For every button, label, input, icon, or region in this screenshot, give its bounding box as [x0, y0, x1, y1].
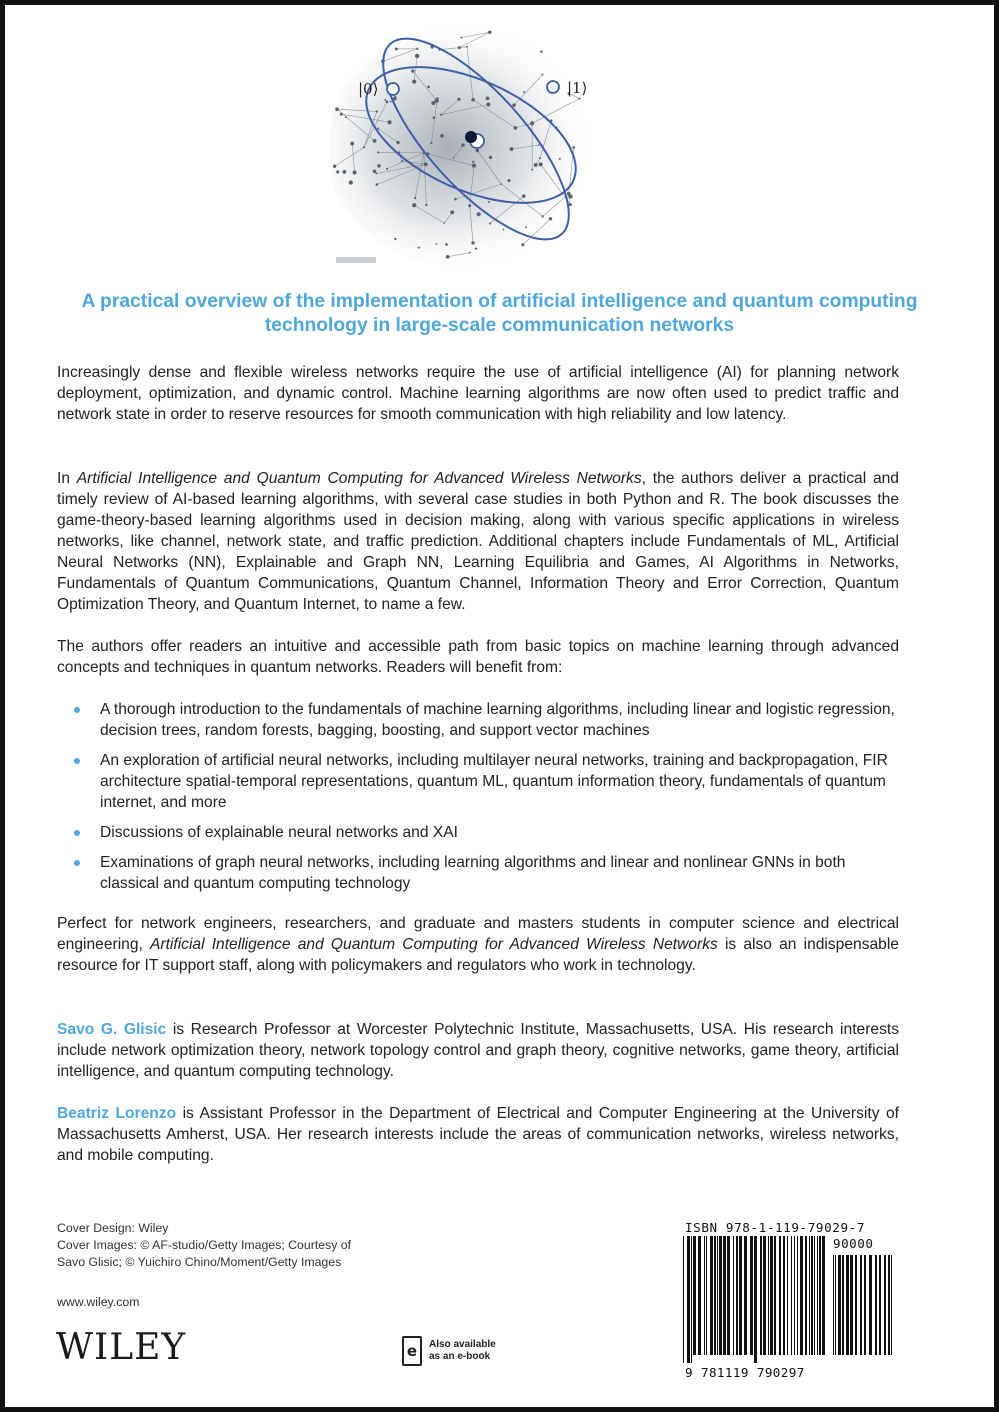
network-node [335, 107, 339, 111]
network-node [539, 162, 543, 166]
network-node [450, 210, 454, 214]
barcode-bar [800, 1236, 803, 1355]
barcode-bar [814, 1236, 815, 1355]
barcode-bar [774, 1236, 776, 1355]
barcode-bar [838, 1255, 841, 1355]
network-node [363, 146, 365, 148]
isbn-barcode [683, 1236, 827, 1363]
barcode-bar [706, 1236, 707, 1355]
description-paragraph-2 [57, 468, 899, 615]
list-item-text: An exploration of artificial neural networks, including multilayer neural networks, training and backpropagation, FIR architecture spatial-temporal representations, quantum ML, quantum information theory, fundamentals of quantum internet, and more [100, 752, 888, 811]
list-item [57, 750, 899, 813]
barcode-bar [787, 1236, 788, 1355]
network-node [542, 74, 544, 76]
network-node [396, 141, 399, 144]
list-item [57, 852, 899, 894]
network-node [540, 51, 543, 54]
network-node [486, 102, 490, 106]
ebook-badge [402, 1336, 496, 1366]
network-node [436, 97, 439, 100]
barcode-bar [794, 1236, 795, 1355]
barcode-bar [833, 1255, 834, 1355]
book-title-italic: Artificial Intelligence and Quantum Computing for Advanced Wireless Networks [149, 936, 718, 953]
network-node [549, 217, 552, 220]
paragraph-rest: is also an indispensable resource for IT support staff, along with policymakers and regulators who work in technology. [57, 936, 899, 974]
barcode-bar [879, 1255, 881, 1355]
network-node [433, 116, 436, 119]
barcode-bar [687, 1236, 690, 1363]
network-node [445, 243, 448, 246]
barcode-bar [811, 1236, 813, 1355]
network-node [345, 116, 347, 118]
author-bio-2 [57, 1103, 899, 1166]
credit-line: Savo Glisic; © Yuichiro Chino/Moment/Getty Images [57, 1255, 342, 1269]
network-node [539, 157, 541, 159]
network-node [453, 157, 455, 159]
barcode-bar [817, 1236, 818, 1355]
network-node [542, 215, 544, 217]
network-node [472, 161, 474, 163]
publisher-url[interactable]: www.wiley.com [57, 1295, 140, 1309]
network-node [395, 48, 398, 51]
network-node [377, 151, 379, 153]
network-node [488, 31, 491, 34]
list-item-text: Examinations of graph neural networks, including learning algorithms and linear and nonlinear GNNs in both classical and quantum computing technology [100, 854, 846, 892]
quantum-network-illustration [331, 7, 623, 269]
barcode-bar [783, 1236, 785, 1355]
barcode-bar [855, 1255, 857, 1355]
bullet-dot-icon [74, 860, 80, 866]
network-node [513, 126, 517, 130]
network-node [489, 222, 491, 224]
description-paragraph-1: Increasingly dense and flexible wireless networks require the use of artificial intelligence (AI) for planning network deployment, optimization, and dynamic control. Machine learning algorithms are now often used to predict traffic and network state in order to reserve resources for smooth communication with high reliability and low latency. [57, 364, 899, 423]
ket-one-label: |1⟩ [567, 79, 588, 97]
bullet-dot-icon [74, 758, 80, 764]
network-node [336, 170, 339, 173]
barcode-bar [869, 1255, 872, 1355]
barcode-bar [888, 1255, 890, 1355]
network-node [489, 156, 492, 159]
network-node [472, 163, 476, 167]
barcode-bar [750, 1236, 753, 1355]
network-node [476, 149, 480, 153]
network-node [373, 139, 377, 143]
barcode-bar [727, 1236, 730, 1355]
barcode-bar [891, 1255, 892, 1355]
barcode-bar [763, 1236, 766, 1355]
barcode-bar [770, 1236, 773, 1355]
cover-credits [57, 1220, 417, 1271]
network-node [436, 243, 438, 245]
author-bio-text: is Assistant Professor in the Department of Electrical and Computer Engineering at the University of Massachusetts Amherst, USA. Her research interests include the areas of communication networks, wireless networks, and mobile computing. [57, 1105, 899, 1164]
barcode-bar [850, 1255, 853, 1355]
list-item [57, 822, 899, 843]
network-node [488, 201, 490, 203]
network-node [507, 179, 510, 182]
network-node [534, 163, 538, 167]
barcode-bar [693, 1236, 696, 1355]
barcode-bar [822, 1236, 825, 1355]
barcode-bar [842, 1255, 844, 1355]
author-name: Beatriz Lorenzo [57, 1105, 177, 1122]
credit-line: Cover Design: Wiley [57, 1221, 169, 1235]
network-node [412, 80, 416, 84]
network-node [579, 98, 581, 100]
barcode-bar [835, 1255, 836, 1355]
paragraph-lead: In [57, 470, 77, 487]
credit-line: Cover Images: © AF-studio/Getty Images; Courtesy of [57, 1238, 352, 1252]
barcode-bar [739, 1236, 742, 1355]
network-node [342, 170, 346, 174]
ebook-line-1: Also available [429, 1339, 496, 1350]
network-node [352, 170, 356, 174]
barcode-bar [717, 1236, 718, 1355]
network-node [567, 192, 571, 196]
ebook-text [429, 1339, 496, 1363]
barcode-bar [719, 1236, 722, 1355]
network-node [457, 98, 460, 101]
network-node [377, 127, 379, 129]
addon-barcode [833, 1255, 894, 1363]
network-node [373, 169, 377, 173]
network-node [458, 46, 461, 49]
network-node [471, 241, 474, 244]
barcode-bar [723, 1236, 726, 1355]
barcode-bar [704, 1236, 705, 1355]
barcode-bar [754, 1236, 757, 1363]
network-node [477, 212, 481, 216]
barcode-bar [846, 1255, 849, 1355]
bullet-dot-icon [74, 830, 80, 836]
book-title-italic: Artificial Intelligence and Quantum Computing for Advanced Wireless Networks [76, 470, 642, 487]
bullet-dot-icon [74, 707, 80, 713]
network-node [424, 162, 428, 166]
barcode-bar [714, 1236, 716, 1355]
network-node [530, 121, 534, 125]
network-node [486, 97, 490, 101]
barcode-bar [683, 1236, 684, 1363]
network-node [466, 46, 468, 48]
network-node [469, 252, 471, 254]
network-node [401, 160, 403, 162]
network-node [503, 229, 505, 231]
network-node [523, 91, 525, 93]
network-node [521, 243, 524, 246]
network-node [349, 180, 353, 184]
barcode-bar [860, 1255, 862, 1355]
barcode-bar [744, 1236, 747, 1355]
network-node [460, 37, 462, 39]
network-node [443, 222, 445, 224]
network-node [412, 203, 416, 207]
barcode-bar [819, 1236, 821, 1355]
list-item [57, 699, 899, 741]
isbn-label: ISBN 978-1-119-79029-7 [685, 1220, 866, 1235]
ket-zero-label: |0⟩ [358, 80, 379, 98]
network-node [427, 86, 430, 89]
network-node [418, 247, 420, 249]
network-node [386, 168, 388, 170]
network-node [386, 100, 389, 103]
network-node [425, 204, 427, 206]
network-node [501, 183, 503, 185]
network-node [333, 165, 336, 168]
network-node [440, 114, 442, 116]
network-node [572, 146, 575, 149]
barcode-digits: 9 781119 790297 [685, 1365, 805, 1380]
network-node [431, 101, 435, 105]
network-node [461, 143, 464, 146]
network-node [525, 226, 527, 228]
benefits-list [57, 699, 899, 903]
network-node [388, 120, 392, 124]
ebook-line-2: as an e-book [429, 1351, 491, 1362]
network-node [394, 238, 396, 240]
network-node [510, 147, 514, 151]
barcode-bar [864, 1255, 866, 1355]
network-node [376, 183, 379, 186]
author-name: Savo G. Glisic [57, 1021, 167, 1038]
barcode-bar [791, 1236, 792, 1355]
barcode-bar [710, 1236, 713, 1355]
barcode-bar [736, 1236, 738, 1355]
network-node [440, 134, 444, 138]
network-node [416, 48, 418, 50]
barcode-bar [884, 1255, 886, 1355]
network-node [415, 54, 419, 58]
barcode-bar [768, 1236, 769, 1355]
network-node [430, 142, 432, 144]
network-node [384, 99, 386, 101]
barcode-bar [875, 1255, 877, 1355]
barcode-bar [691, 1236, 692, 1363]
network-node [377, 164, 381, 168]
author-bio-text: is Research Professor at Worcester Polytechnic Institute, Massachusetts, USA. His research interests include network optimization theory, network topology control and graph theory, cognitive networks, game theory, artificial intelligence, and quantum computing technology. [57, 1021, 899, 1080]
barcode-bar [698, 1236, 701, 1355]
barcode-bar [779, 1236, 781, 1355]
paragraph-lead: Perfect for network engineers, researchers, and graduate and masters students in computer science and electrical engineering, [57, 915, 899, 953]
headline: A practical overview of the implementation of artificial intelligence and quantum computing technology in large-scale communication networks [81, 291, 918, 336]
network-node [390, 101, 392, 103]
network-node [350, 142, 354, 146]
network-node [340, 113, 343, 116]
description-paragraph-3: The authors offer readers an intuitive and accessible path from basic topics on machine learning through advanced concepts and techniques in quantum networks. Readers will benefit from: [57, 638, 899, 676]
network-node [376, 173, 378, 175]
barcode-bar [797, 1236, 798, 1355]
paragraph-rest: , the authors deliver a practical and timely review of AI-based learning algorithms, with several case studies in both Python and R. The book discusses the game-theory-based learning algorithms used in decision making, along with various specific applications in wireless networks, like channel, network state, and traffic prediction. Additional chapters include Fundamentals of ML, Artificial Neural Networks (NN), Explainable and Graph NN, Learning Equilibria and Games, AI Algorithms in Networks, Fundamentals of Quantum Communications, Quantum Channel, Information Theory and Error Correction, Quantum Optimization Theory, and Quantum Internet, to name a few. [57, 470, 899, 613]
ebook-icon: e [402, 1336, 422, 1366]
audience-paragraph [57, 913, 899, 976]
network-node [475, 248, 477, 250]
wiley-logo: WILEY [56, 1327, 187, 1368]
network-node [376, 110, 378, 112]
network-node [512, 103, 516, 107]
barcode-bar [760, 1236, 762, 1355]
barcode-bar [805, 1236, 807, 1355]
network-node [569, 203, 572, 206]
list-item-text: A thorough introduction to the fundamentals of machine learning algorithms, including linear and logistic regression, decision trees, random forests, bagging, boosting, and support vector machines [100, 701, 895, 739]
network-node [471, 98, 475, 102]
network-node [538, 144, 540, 146]
network-node [454, 198, 457, 201]
network-graph-image [331, 7, 623, 269]
network-node [411, 69, 414, 72]
price-addon-number: 90000 [833, 1236, 874, 1251]
network-node [559, 158, 561, 160]
barcode-bar [733, 1236, 734, 1355]
network-node [446, 255, 450, 259]
list-item-text: Discussions of explainable neural networks and XAI [100, 824, 458, 841]
network-node [522, 194, 526, 198]
network-node [531, 169, 533, 171]
network-node [468, 204, 471, 207]
barcode-bar [809, 1236, 810, 1355]
network-node [414, 197, 416, 199]
author-bio-1 [57, 1019, 899, 1082]
